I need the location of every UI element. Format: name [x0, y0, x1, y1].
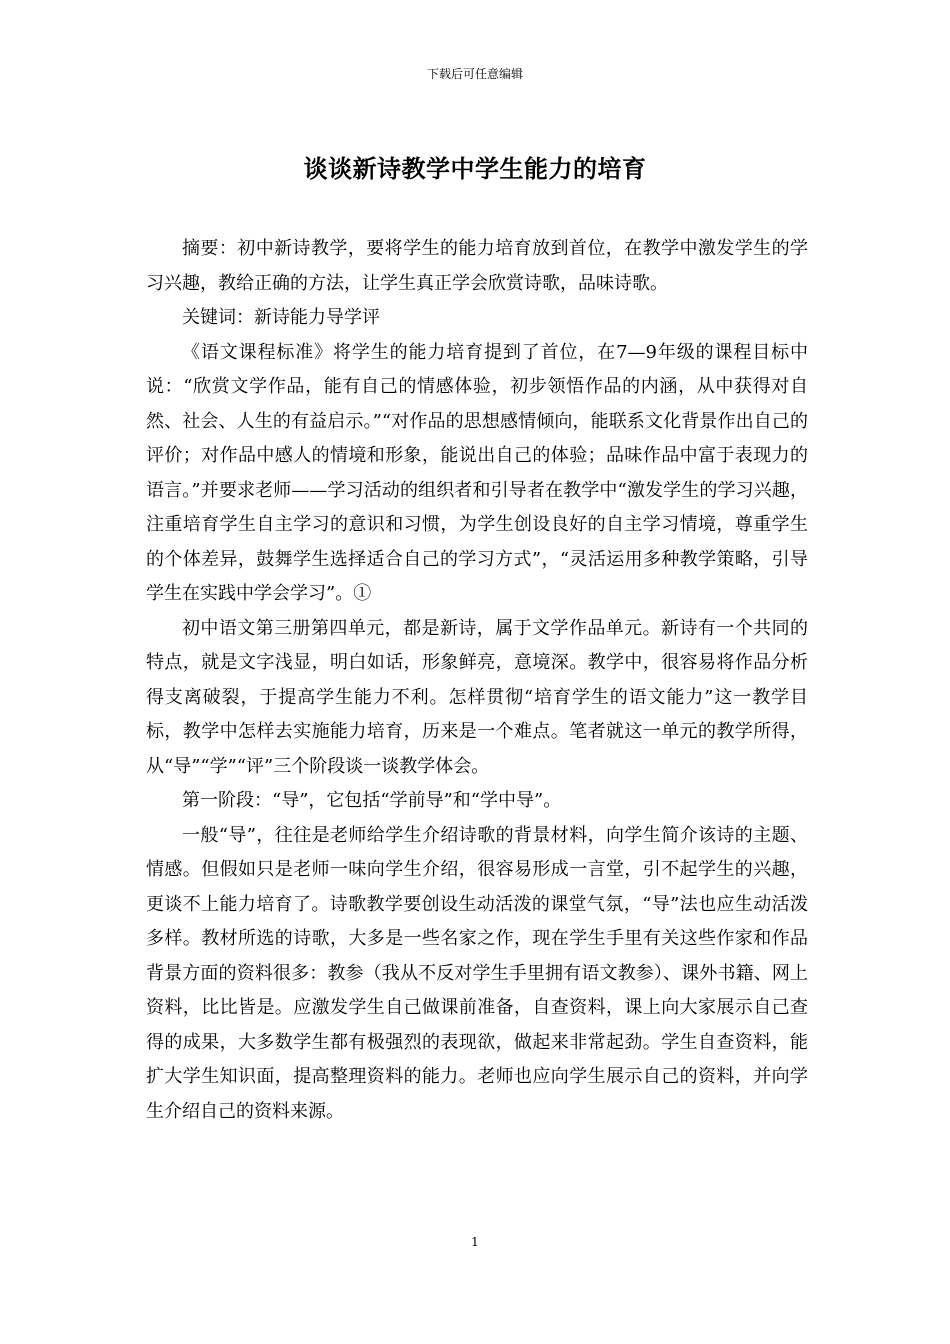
- page-header-note: 下载后可任意编辑: [426, 67, 523, 81]
- body-paragraph: 一般“导”，往往是老师给学生介绍诗歌的背景材料，向学生简介该诗的主题、情感。但假如只是老师一味向学生介绍，很容易形成一言堂，引不起学生的兴趣，更谈不上能力培育了。诗歌教学要创设生动活泼的课堂气氛，“导”法也应生动活泼多样。教材所选的诗歌，大多是一些名家之作，现在学生手里有关这些作家和作品背景方面的资料很多：教参（我从不反对学生手里拥有语文教参）、课外书籍、网上资料，比比皆是。应激发学生自己做课前准备，自查资料，课上向大家展示自己查得的成果，大多数学生都有极强烈的表现欲，做起来非常起劲。学生自查资料，能扩大学生知识面，提高整理资料的能力。老师也应向学生展示自己的资料，并向学生介绍自己的资料来源。: [146, 824, 808, 1122]
- section-heading-paragraph: 第一阶段：“导”，它包括“学前导”和“学中导”。: [182, 790, 562, 811]
- body-paragraph: 《语文课程标准》将学生的能力培育提到了首位，在7—9年级的课程目标中说：“欣赏文学作品，能有自己的情感体验，初步领悟作品的内涵，从中获得对自然、社会、人生的有益启示。”“对作品的思想感情倾向，能联系文化背景作出自己的评价；对作品中感人的情境和形象，能说出自己的体验；品味作品中富于表现力的语言。”并要求老师——学习活动的组织者和引导者在教学中“激发学生的学习兴趣，注重培育学生自主学习的意识和习惯，为学生创设良好的自主学习情境，尊重学生的个体差异，鼓舞学生选择适合自己的学习方式”，“灵活运用多种教学策略，引导学生在实践中学会学习”。①: [146, 341, 808, 604]
- abstract-paragraph: 摘要：初中新诗教学，要将学生的能力培育放到首位，在教学中激发学生的学习兴趣，教给正确的方法，让学生真正学会欣赏诗歌，品味诗歌。: [146, 238, 808, 294]
- body-paragraph: 初中语文第三册第四单元，都是新诗，属于文学作品单元。新诗有一个共同的特点，就是文字浅显，明白如话，形象鲜亮，意境深。教学中，很容易将作品分析得支离破裂，于提高学生能力不利。怎样贯彻“培育学生的语文能力”这一教学目标，教学中怎样去实施能力培育，历来是一个难点。笔者就这一单元的教学所得，从“导”“学”“评”三个阶段谈一谈教学体会。: [146, 617, 808, 777]
- keywords-paragraph: 关键词：新诗能力导学评: [182, 307, 380, 328]
- document-body: [146, 232, 808, 1129]
- document-title: 谈谈新诗教学中学生能力的培育: [303, 154, 647, 183]
- page-number: 1: [471, 1235, 479, 1249]
